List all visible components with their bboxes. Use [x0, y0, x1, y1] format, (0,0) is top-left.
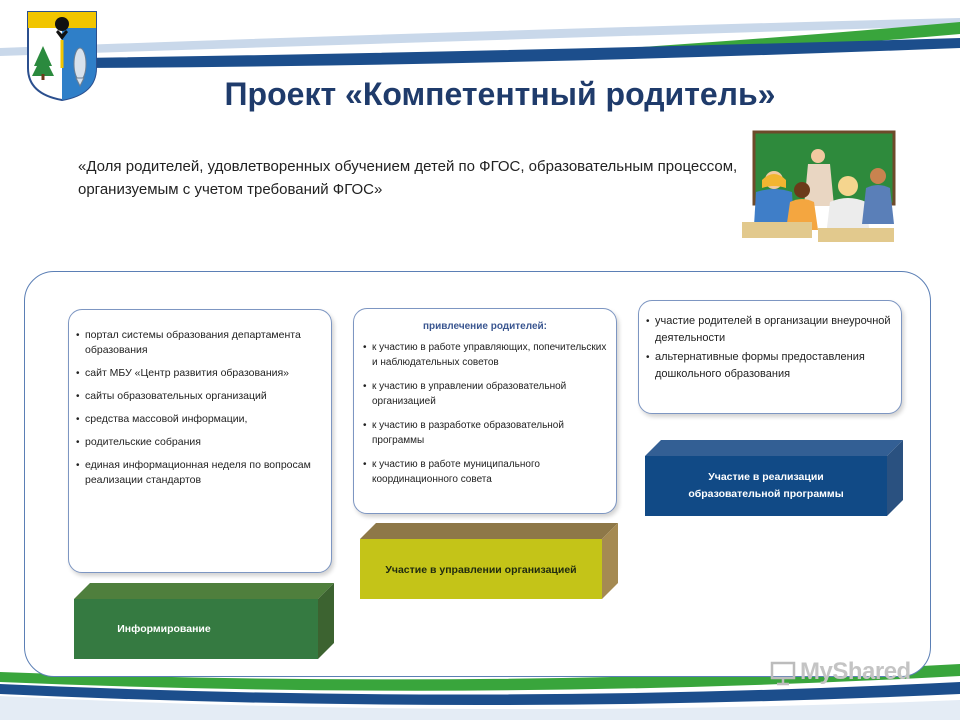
informing-box-label: Информирование [117, 622, 211, 635]
list-item: • к участию в работе управляющих, попечительских и наблюдательных советов [358, 340, 610, 370]
program-list [639, 301, 901, 383]
program-participation-card [638, 300, 902, 414]
coat-of-arms-emblem [26, 10, 98, 102]
page-title: Проект «Компетентный родитель» [224, 76, 776, 112]
list-item: • средства массовой информации, [71, 412, 325, 427]
list-item: • участие родителей в организации внеурочной деятельности [641, 313, 895, 347]
informing-list [69, 310, 331, 488]
program-box-label: Участие в реализации образовательной программы [688, 471, 844, 500]
project-description: «Доля родителей, удовлетворенных обучением детей по ФГОС, образовательным процессом, организуемым с учетом требований ФГОС» [78, 158, 738, 198]
list-item: • сайт МБУ «Центр развития образования» [71, 366, 325, 381]
management-box-label: Участие в управлении организацией [385, 563, 577, 576]
mysharedwatermark [800, 658, 911, 686]
presentation-icon [770, 660, 796, 686]
informing-channels-card [68, 309, 332, 573]
list-item: • к участию в разработке образовательной программы [358, 418, 610, 448]
watermark-part1: My [800, 658, 833, 685]
classroom-illustration [738, 128, 898, 246]
list-item: • к участию в работе муниципального координационного совета [358, 457, 610, 487]
list-item: • родительские собрания [71, 435, 325, 450]
involvement-heading: привлечение родителей: [422, 321, 548, 332]
list-item: • альтернативные формы предоставления дошкольного образования [641, 349, 895, 383]
list-item: • к участию в управлении образовательной организацией [358, 379, 610, 409]
list-item: • портал системы образования департамента образования [71, 328, 325, 358]
list-item: • сайты образовательных организаций [71, 389, 325, 404]
list-item: • единая информационная неделя по вопросам реализации стандартов [71, 458, 325, 488]
parent-involvement-card [353, 308, 617, 514]
watermark-part2: Shared [832, 658, 911, 685]
involvement-list [354, 332, 616, 487]
